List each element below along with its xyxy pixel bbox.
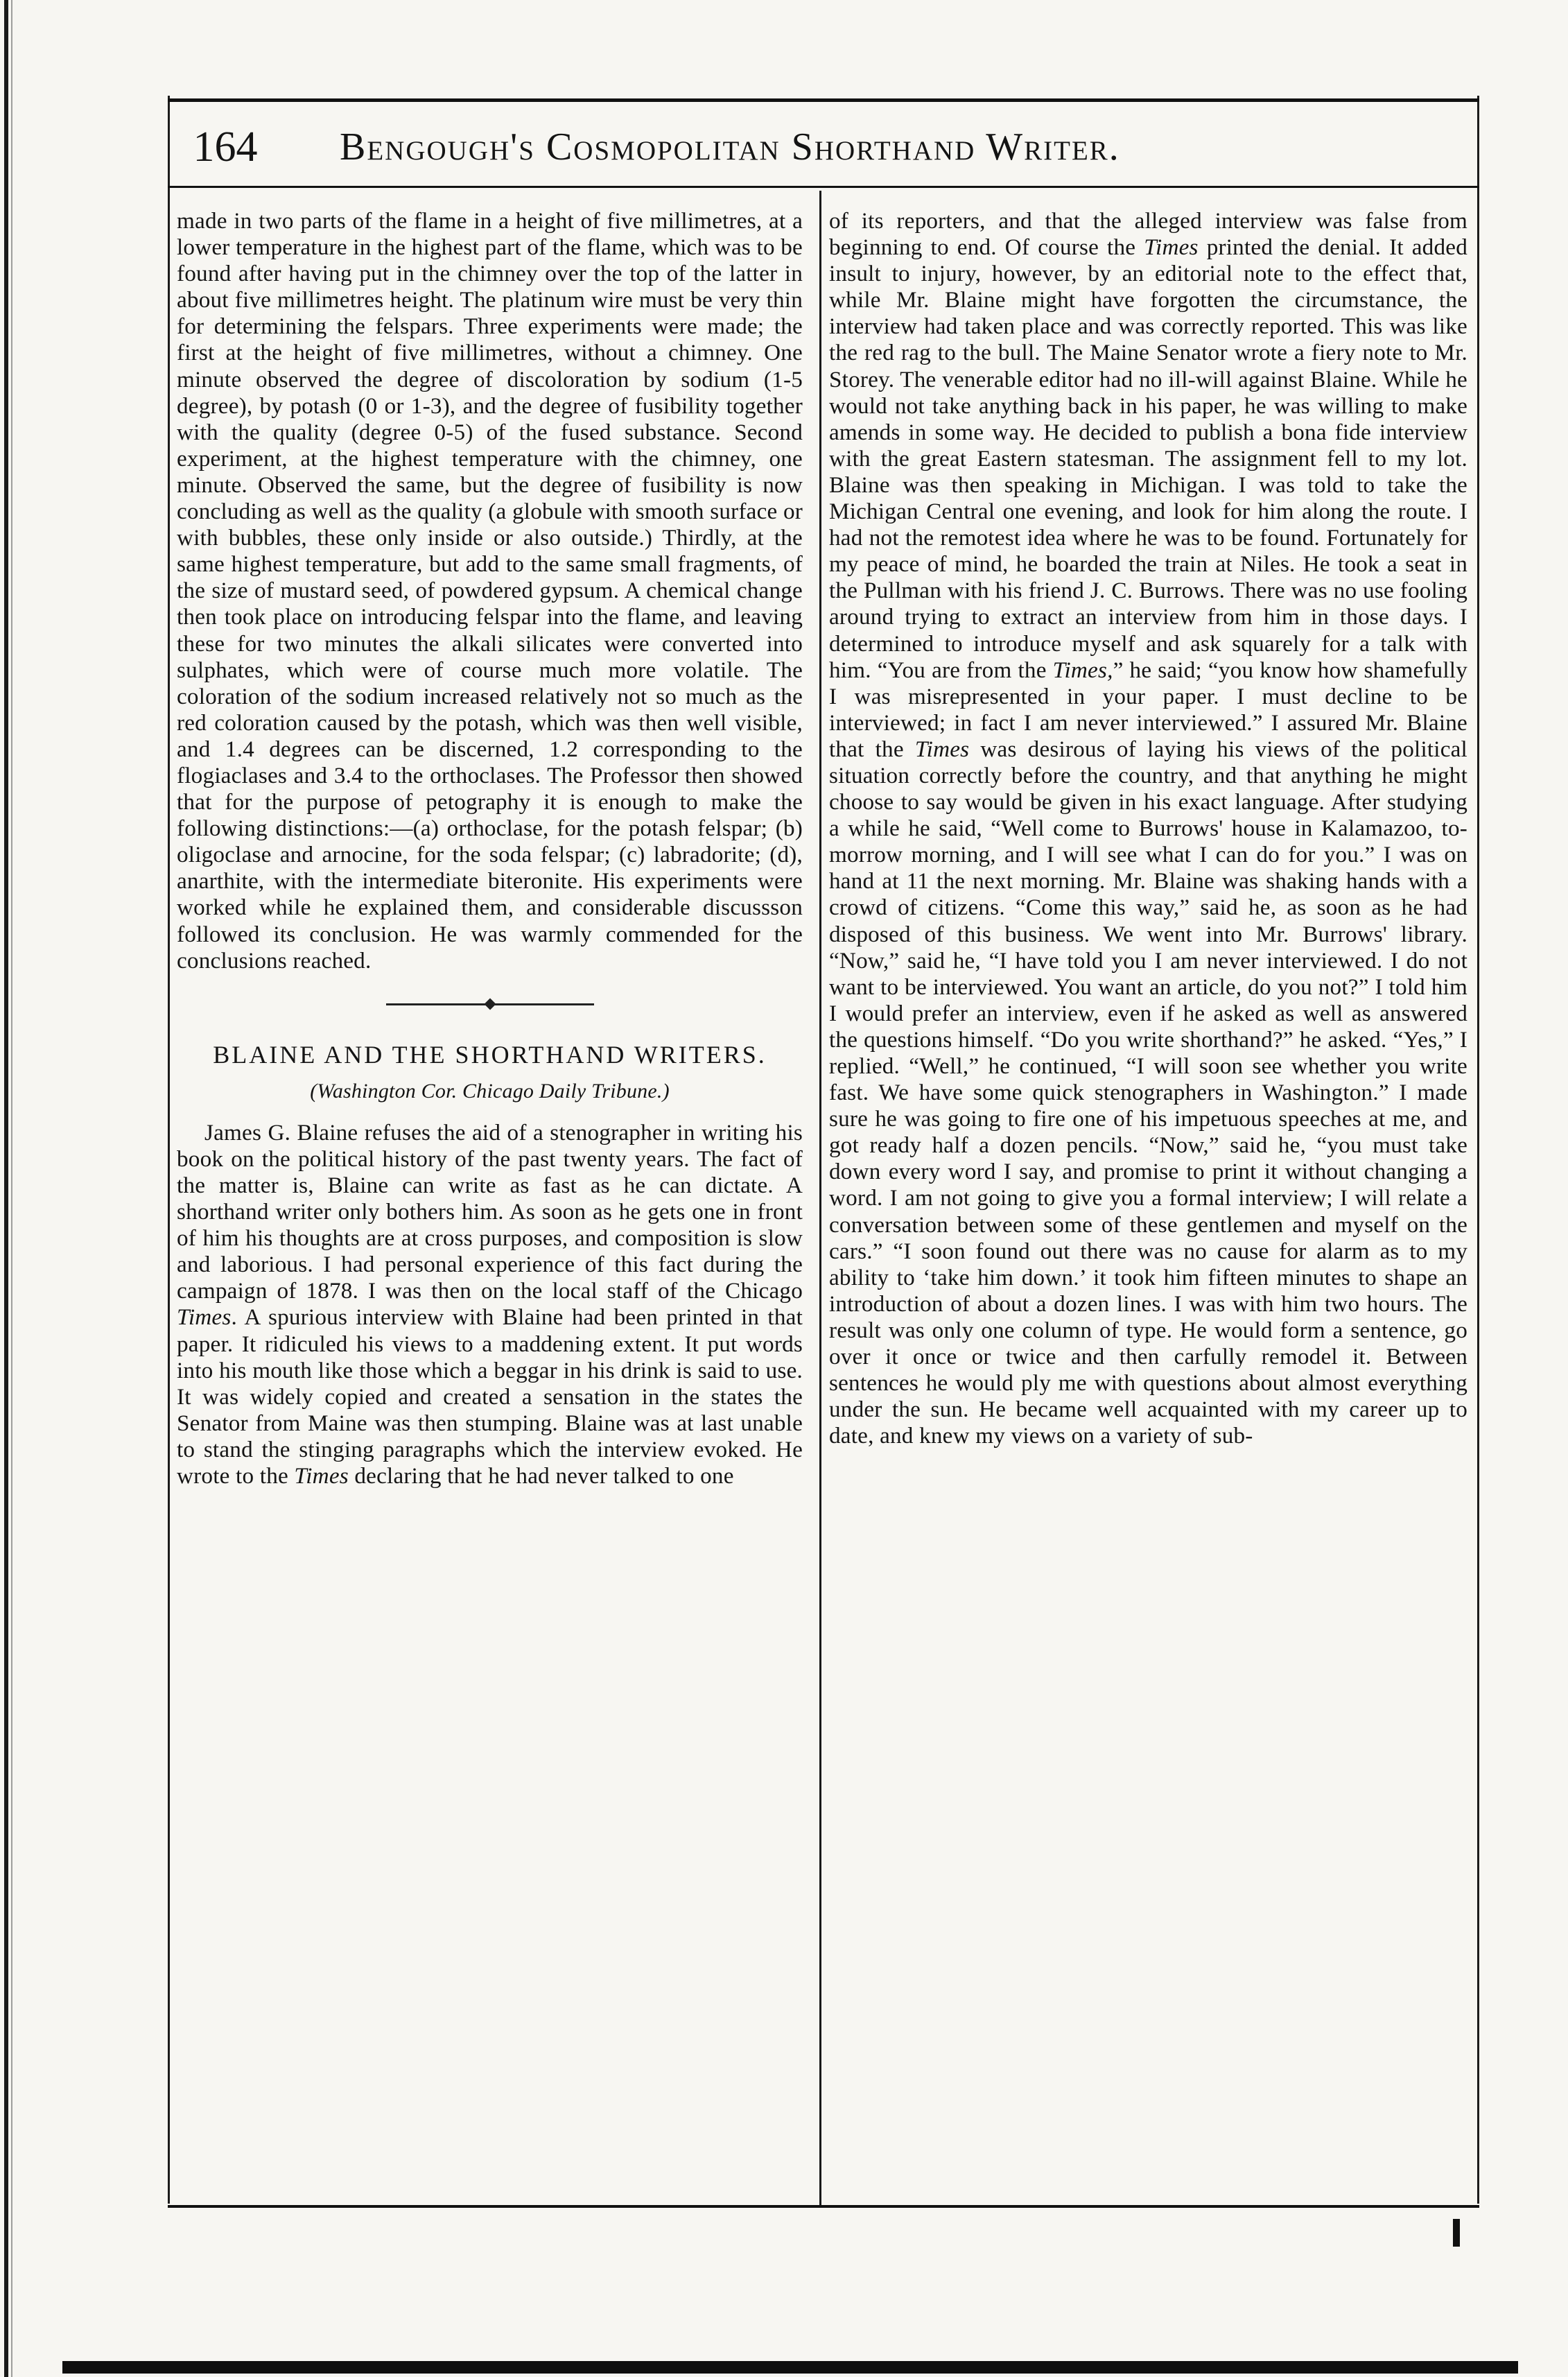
body-paragraph bbox=[177, 1120, 803, 1489]
text-run: was desirous of laying his views of the political situation correctly before the country, and that anything he might choose to say would be given in his exact language. After studying a while he said, “Well come to Burrows' house in Kalamazoo, to-morrow morning, and I will see what I can do for you.” I was on hand at 11 the next morning. Mr. Blaine was shaking hands with a crowd of citizens. “Come this way,” said he, as soon as he had disposed of this business. We went into Mr. Burrows' library. “Now,” said he, “I have told you I am never interviewed. I do not want to be interviewed. You want an article, do you not?” I told him I would prefer an interview, even if he asked as well as answered the questions himself. “Do you write shorthand?” he asked. “Yes,” I replied. “Well,” he continued, “I will soon see whether you write fast. We have some quick stenographers in Washington.” I made sure he was going to fire one of his impetuous speeches at me, and got ready half a dozen pencils. “Now,” said he, “you must take down every word I say, and promise to print it without changing a word. I am not going to give you a formal interview; I will relate a conversation between some of these gentlemen and myself on the cars.” “I soon found out there was no cause for alarm as to my ability to ‘take him down.’ it took him fifteen minutes to shape an introduction of about a dozen lines. I was with him two hours. The result was only one column of type. He would form a sentence, go over it once or twice and then carfully remodel it. Between sentences he would ply me with questions about almost everything under the sun. He became well acquainted with my career up to date, and knew my views on a variety of sub- bbox=[829, 736, 1467, 1449]
footer-rule bbox=[168, 2205, 1479, 2208]
newspaper-name: Times bbox=[1144, 234, 1199, 261]
text-run: declaring that he had never talked to one bbox=[354, 1463, 734, 1489]
newspaper-name: Times, bbox=[1052, 657, 1113, 683]
text-run: James G. Blaine refuses the aid of a stenographer in writing his book on the political history of the past twenty years. The fact of the matter is, Blaine can write as fast as he can dictate. A shorthand writer only bothers him. As soon as he gets one in front of him his thoughts are at cross purposes, and composition is slow and laborious. I had personal experience of this fact during the campaign of 1878. I was then on the local staff of the Chicago bbox=[177, 1119, 803, 1304]
body-paragraph: made in two parts of the flame in a height of five millimetres, at a lower temperature in the highest part of the flame, which was to be found after having put in the chimney over the top of the latter in about five millimetres height. The platinum wire must be very thin for determining the felspars. Three experiments were made; the first at the height of five millimetres, without a chimney. One minute observed the degree of discoloration by sodium (1-5 degree), by potash (0 or 1-3), and the degree of fusibility together with the quality (degree 0-5) of the fused substance. Second experiment, at the highest temperature with the chimney, one minute. Observed the same, but the degree of fusibility is now concluding as well as the quality (a globule with smooth surface or with bubbles, these only inside or also outside.) Thirdly, at the same highest temperature, but add to the same small fragments, of the size of mustard seed, of powdered gypsum. A chemical change then took place on introducing felspar into the flame, and leaving these for two minutes the alkali silicates were converted into sulphates, which were of course much more volatile. The coloration of the sodium increased relatively not so much as the red coloration caused by the potash, which was then well visible, and 1.4 degrees can be discerned, 1.2 corresponding to the flogiaclases and 3.4 to the orthoclases. The Professor then showed that for the purpose of petography it is enough to make the following distinctions:—(a) orthoclase, for the potash felspar; (b) oligoclase and arnocine, for the soda felspar; (c) labradorite; (d), anarthite, with the intermediate biteronite. His experiments were worked while he explained them, and considerable discussson followed its conclusion. He was warmly commended for the conclusions reached. bbox=[177, 208, 803, 974]
newspaper-name: Times bbox=[914, 736, 970, 762]
header-rule-bottom bbox=[168, 186, 1479, 188]
binding-edge bbox=[0, 0, 15, 2377]
text-run: printed the denial. It added insult to injury, however, by an editorial note to the effect that, while Mr. Blaine might have forgotten the circumstance, the interview had taken place and was correctly reported. This was like the red rag to the bull. The Maine Senator wrote a fiery note to Mr. Storey. The venerable editor had no ill-will against Blaine. While he would not take anything back in his paper, he was willing to make amends in some way. He decided to publish a bona fide interview with the great Eastern statesman. The assignment fell to my lot. Blaine was then speaking in Michigan. I was told to take the Michigan Central one evening, and look for him along the route. I had not the remotest idea where he was to be found. Fortunately for my peace of mind, he boarded the train at Niles. He took a seat in the Pullman with his friend J. C. Burrows. There was no use fooling around trying to extract an interview from him in those days. I determined to introduce myself and ask squarely for a talk with him. “You are from the bbox=[829, 234, 1467, 683]
left-column bbox=[177, 208, 803, 2198]
page-number: 164 bbox=[193, 123, 258, 171]
body-paragraph bbox=[829, 208, 1467, 1449]
print-mark bbox=[1453, 2219, 1460, 2247]
newspaper-name: Times bbox=[177, 1304, 232, 1331]
text-run: of its reporters, and that the alleged interview was false from beginning to end. Of course the bbox=[829, 208, 1467, 261]
text-run: ” he said; “you know how shamefully I was misrepresented in your paper. I must decline to be interviewed; in fact I am never interviewed.” I assured Mr. Blaine that the bbox=[829, 657, 1467, 762]
scan-edge-bar bbox=[62, 2361, 1518, 2374]
running-title: Bengough's Cosmopolitan Shorthand Writer. bbox=[340, 126, 1120, 168]
column-divider bbox=[819, 191, 821, 2205]
section-separator bbox=[177, 974, 803, 1035]
header-rule-top bbox=[168, 98, 1479, 102]
source-credit: (Washington Cor. Chicago Daily Tribune.) bbox=[310, 1079, 670, 1103]
running-head bbox=[173, 119, 1474, 175]
text-run: . A spurious interview with Blaine had been printed in that paper. It ridiculed his views to a maddening extent. It put words into his mouth like those which a beggar in his drink is said to use. It was widely copied and created a sensation in the states the Senator from Maine was then stumping. Blaine was at last unable to stand the stinging paragraphs which the interview evoked. He wrote to the bbox=[177, 1304, 803, 1489]
right-column bbox=[829, 208, 1467, 2198]
newspaper-name: Times bbox=[294, 1463, 349, 1489]
section-heading: BLAINE AND THE SHORTHAND WRITERS. bbox=[213, 1040, 767, 1069]
